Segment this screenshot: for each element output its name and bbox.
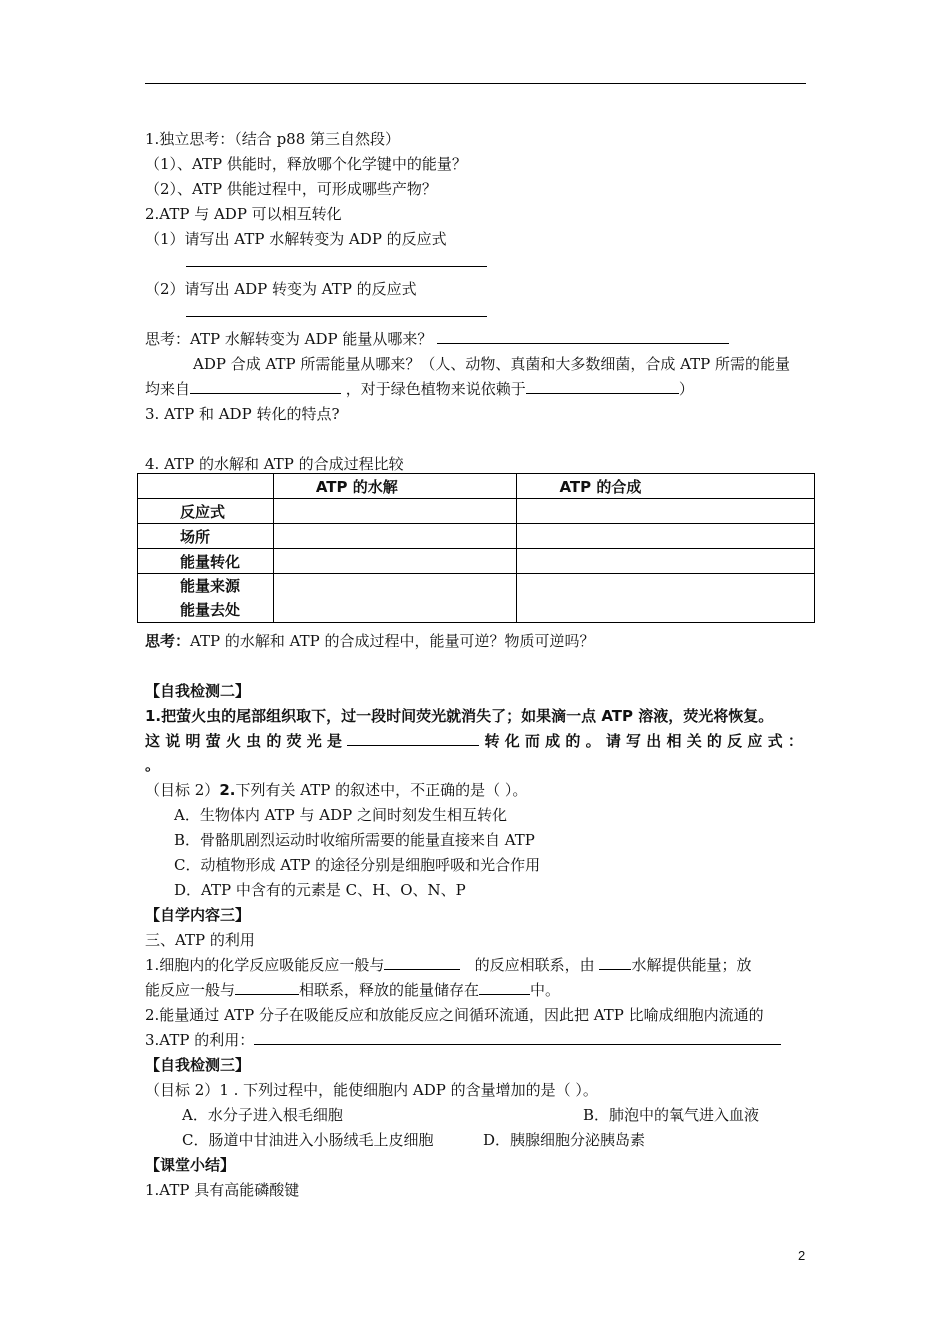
check2-q2-text: 下列有关 ATP 的叙述中，不正确的是（ ）。 bbox=[235, 781, 528, 799]
comparison-table bbox=[137, 473, 815, 623]
check3-heading: 【自我检测三】 bbox=[145, 1056, 251, 1074]
check3-q bbox=[145, 1079, 598, 1100]
table-row bbox=[138, 499, 815, 524]
content3-l2c: 中。 bbox=[530, 981, 561, 999]
blank-c3-3[interactable] bbox=[235, 980, 299, 995]
blank-think3-1[interactable] bbox=[190, 379, 341, 394]
check2-option-b[interactable]: B．骨骼肌剧烈运动时收缩所需要的能量直接来自 ATP bbox=[174, 831, 535, 849]
check2-p1-line2 bbox=[145, 730, 803, 751]
check3-option-a[interactable]: A．水分子进入根毛细胞 bbox=[182, 1106, 343, 1124]
q2a: （1）请写出 ATP 水解转变为 ADP 的反应式 bbox=[145, 230, 447, 248]
answer-line-2[interactable] bbox=[186, 316, 487, 317]
blank-c3-4[interactable] bbox=[479, 980, 530, 995]
header-rule bbox=[145, 83, 806, 84]
table-corner-cell bbox=[138, 474, 274, 499]
table-row bbox=[138, 549, 815, 574]
content3-l1b: 的反应相联系，由 bbox=[474, 956, 595, 974]
table-cell[interactable] bbox=[517, 549, 815, 574]
table-cell[interactable] bbox=[517, 499, 815, 524]
blank-c3-use[interactable] bbox=[254, 1030, 781, 1045]
content3-l2b: 相联系，释放的能量储存在 bbox=[299, 981, 480, 999]
q4: 4. ATP 的水解和 ATP 的合成过程比较 bbox=[145, 455, 404, 473]
table-cell[interactable] bbox=[273, 549, 517, 574]
check2-q2-prefix: （目标 2） bbox=[145, 781, 220, 799]
row-label-energy bbox=[138, 574, 274, 623]
check2-option-d[interactable]: D．ATP 中含有的元素是 C、H、O、N、P bbox=[174, 881, 466, 899]
check2-p1-line3: 。 bbox=[145, 756, 161, 774]
think-after-text: ATP 的水解和 ATP 的合成过程中，能量可逆？物质可逆吗？ bbox=[190, 632, 595, 650]
table-header-row bbox=[138, 474, 815, 499]
row-label: 能量去处 bbox=[180, 601, 241, 619]
content3-l1a: 1.细胞内的化学反应吸能反应一般与 bbox=[145, 956, 385, 974]
check2-p1-line2a: 这 说 明 萤 火 虫 的 荧 光 是 bbox=[145, 732, 343, 750]
content3-heading: 【自学内容三】 bbox=[145, 906, 251, 924]
think1-text: 思考：ATP 水解转变为 ADP 能量从哪来？ bbox=[145, 330, 433, 348]
table-cell[interactable] bbox=[273, 574, 517, 623]
row-label: 反应式 bbox=[138, 499, 274, 524]
blank-think3-2[interactable] bbox=[526, 379, 679, 394]
think2: ADP 合成 ATP 所需能量从哪来？（人、动物、真菌和大多数细菌，合成 ATP 所需的能量 bbox=[193, 355, 791, 373]
content3-title: 三、ATP 的利用 bbox=[145, 931, 255, 949]
table-row bbox=[138, 524, 815, 549]
q1: 1.独立思考：（结合 p88 第三自然段） bbox=[145, 130, 401, 148]
think-after-table bbox=[145, 630, 595, 651]
table-row bbox=[138, 574, 815, 623]
summary-l1: 1.ATP 具有高能磷酸键 bbox=[145, 1181, 300, 1199]
blank-firefly[interactable] bbox=[347, 731, 479, 746]
row-label: 场所 bbox=[138, 524, 274, 549]
row-label: 能量来源 bbox=[180, 577, 241, 595]
table-cell[interactable] bbox=[273, 499, 517, 524]
content3-l2a: 能反应一般与 bbox=[145, 981, 236, 999]
page-number: 2 bbox=[798, 1248, 806, 1263]
content3-l4-text: 3.ATP 的利用： bbox=[145, 1031, 255, 1049]
check2-heading: 【自我检测二】 bbox=[145, 682, 251, 700]
check3-option-b[interactable]: B．肺泡中的氧气进入血液 bbox=[583, 1106, 760, 1124]
row-label: 能量转化 bbox=[138, 549, 274, 574]
check3-option-d[interactable]: D．胰腺细胞分泌胰岛素 bbox=[483, 1131, 646, 1149]
q2: 2.ATP 与 ADP 可以相互转化 bbox=[145, 205, 342, 223]
check2-option-c[interactable]: C．动植物形成 ATP 的途径分别是细胞呼吸和光合作用 bbox=[174, 856, 541, 874]
check2-p1-line1: 1.把萤火虫的尾部组织取下，过一段时间荧光就消失了；如果滴一点 ATP 溶液，荧光将恢复。 bbox=[145, 707, 774, 725]
check3-q-prefix: （目标 2） bbox=[145, 1081, 220, 1099]
think3-b: ，对于绿色植物来说依赖于 bbox=[345, 380, 526, 398]
check2-option-a[interactable]: A．生物体内 ATP 与 ADP 之间时刻发生相互转化 bbox=[174, 806, 507, 824]
think3-a: 均来自 bbox=[145, 380, 191, 398]
check2-q2-num: 2. bbox=[219, 781, 236, 799]
think1 bbox=[145, 328, 729, 349]
think-label: 思考： bbox=[145, 632, 191, 650]
content3-l2 bbox=[145, 979, 560, 1000]
think3-c: ） bbox=[678, 380, 694, 398]
blank-c3-1[interactable] bbox=[384, 955, 460, 970]
col-header-hydrolysis: ATP 的水解 bbox=[273, 474, 517, 499]
think3 bbox=[145, 378, 694, 399]
table-cell[interactable] bbox=[273, 524, 517, 549]
content3-l1 bbox=[145, 954, 751, 975]
table-cell[interactable] bbox=[517, 574, 815, 623]
check3-option-c[interactable]: C．肠道中甘油进入小肠绒毛上皮细胞 bbox=[182, 1131, 434, 1149]
q2b: （2）请写出 ADP 转变为 ATP 的反应式 bbox=[145, 280, 417, 298]
check2-p1-line2b: 转 化 而 成 的 。 请 写 出 相 关 的 反 应 式 ： bbox=[484, 732, 803, 750]
blank-think1[interactable] bbox=[437, 329, 729, 344]
q3: 3. ATP 和 ADP 转化的特点? bbox=[145, 405, 340, 423]
content3-l3: 2.能量通过 ATP 分子在吸能反应和放能反应之间循环流通，因此把 ATP 比喻成细胞内流通的 bbox=[145, 1006, 764, 1024]
check3-q-text: 1 . 下列过程中，能使细胞内 ADP 的含量增加的是（ ）。 bbox=[219, 1081, 598, 1099]
check2-q2 bbox=[145, 779, 527, 800]
answer-line-1[interactable] bbox=[186, 266, 487, 267]
col-header-synthesis: ATP 的合成 bbox=[517, 474, 815, 499]
blank-c3-2[interactable] bbox=[599, 955, 631, 970]
q1a: （1）、ATP 供能时，释放哪个化学键中的能量？ bbox=[145, 155, 467, 173]
table-cell[interactable] bbox=[517, 524, 815, 549]
content3-l4 bbox=[145, 1029, 781, 1050]
q1b: （2）、ATP 供能过程中，可形成哪些产物？ bbox=[145, 180, 437, 198]
content3-l1c: 水解提供能量；放 bbox=[631, 956, 752, 974]
summary-heading: 【课堂小结】 bbox=[145, 1156, 236, 1174]
